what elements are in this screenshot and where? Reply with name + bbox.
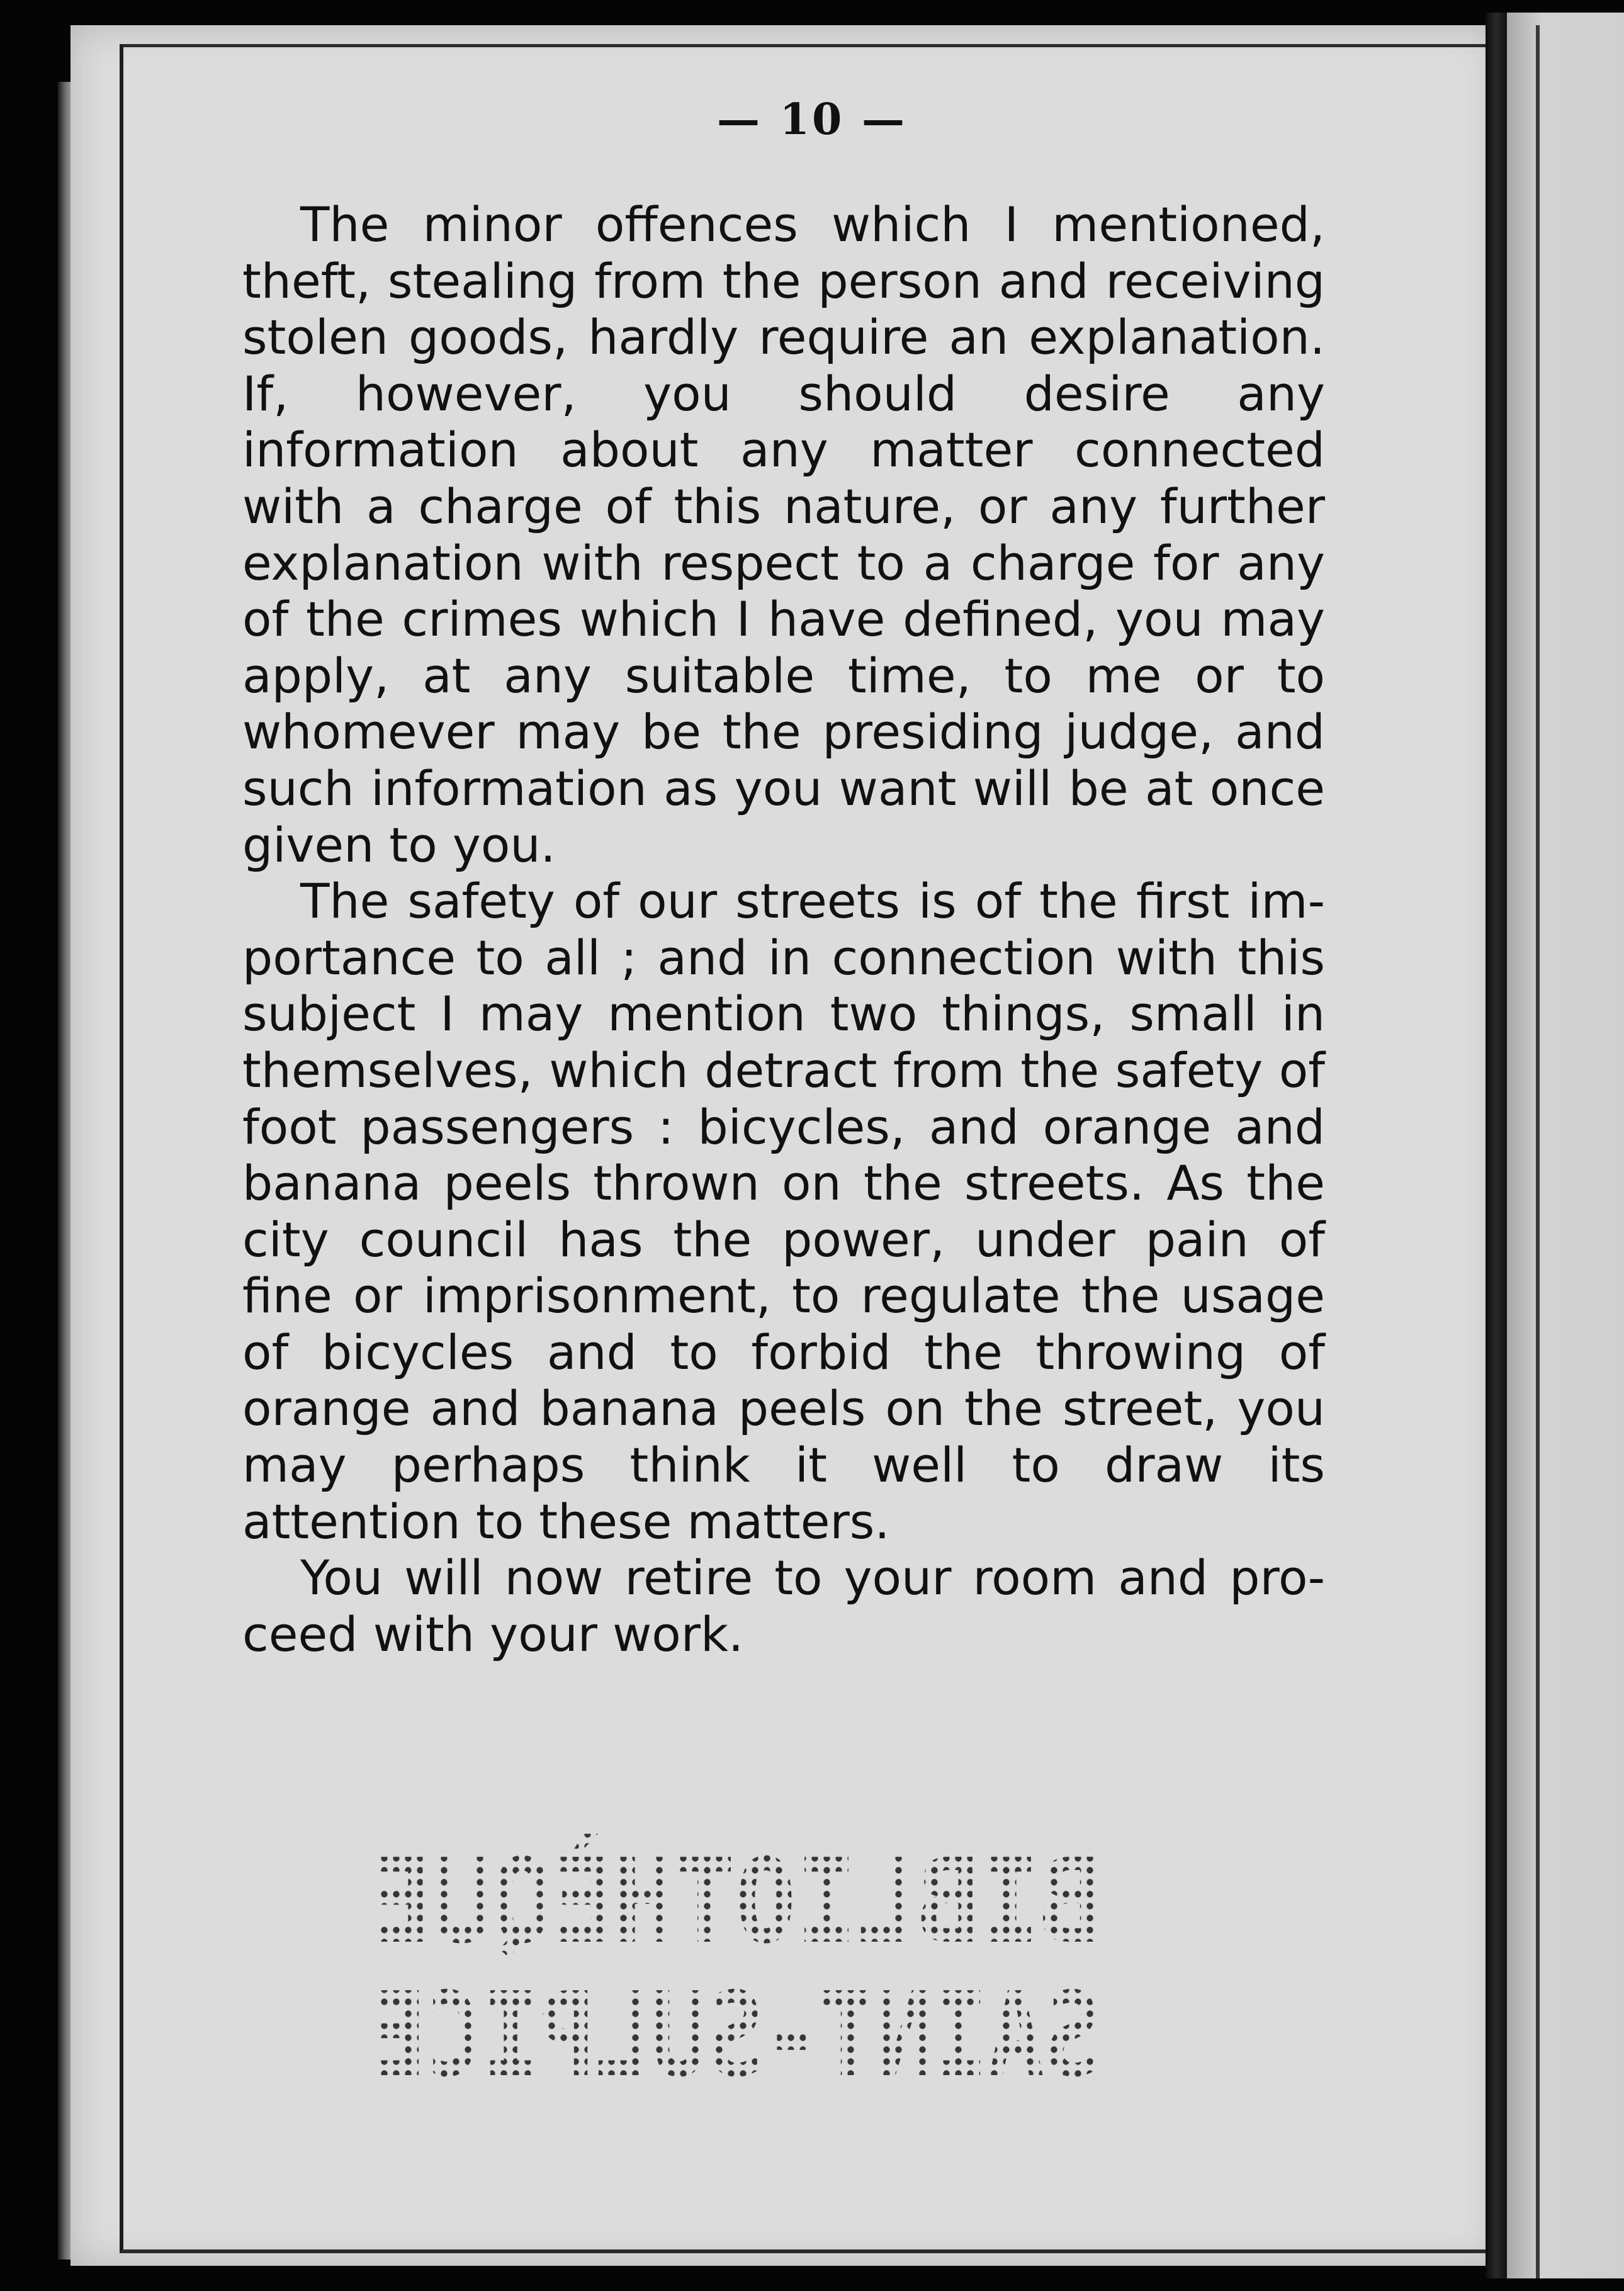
page-number: — 10 — — [717, 94, 907, 145]
paragraph-1: The minor offences which I mentioned, theft, stealing from the person and receiving stolen goods, hardly require an explanation. If, however, you should desire any information about any matter connected with a charge of this nature, or any further explanation with respect to a charge for any of the crimes which I have defined, you may apply, at any suitable time, to me or to whomever may be the presiding judge, and such information as you want will be at once given to you. — [242, 196, 1325, 873]
adjacent-page — [1507, 13, 1624, 2278]
body-text — [242, 196, 1325, 1662]
library-perforation-stamp — [362, 1828, 1108, 2103]
adjacent-page-rule — [1536, 25, 1540, 2278]
paragraph-2: The safety of our streets is of the first importance to all ; and in connection with this subject I may mention two things, small in themselves, which detract from the safety of foot passengers : bicycles, and orange and banana peels thrown on the streets. As the city council has the power, under pain of fine or imprisonment, to regulate the usage of bicycles and to forbid the throwing of orange and banana peels on the street, you may perhaps think it well to draw its attention to these matters. — [242, 873, 1325, 1550]
stamp-line-1: BIBLIOTHÈQUE — [370, 1833, 1100, 1969]
paragraph-3: You will now retire to your room and proceed with your work. — [242, 1550, 1325, 1662]
stamp-line-2: SAINT-SULPICE — [370, 1967, 1100, 2103]
book-spine — [1486, 13, 1507, 2278]
